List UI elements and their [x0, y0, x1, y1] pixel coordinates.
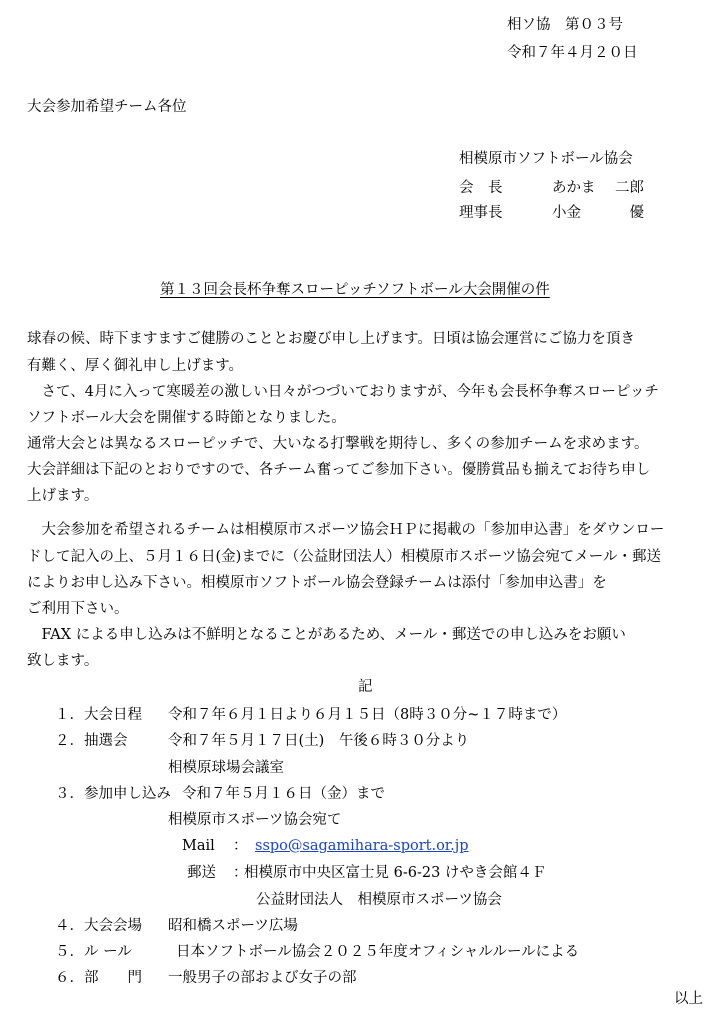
sender-organization: 相模原市ソフトボール協会 — [459, 151, 633, 167]
document-date: 令和７年４月２０日 — [507, 45, 638, 61]
item-value: 令和７年５月１６日（金）まで — [182, 786, 385, 802]
item-label: １．大会日程 — [55, 707, 142, 723]
item-value: 令和７年６月１日より６月１５日（8時３０分~１７時まで） — [168, 707, 567, 723]
director-name-family: 優 — [629, 205, 644, 221]
body-line: 通常大会とは異なるスローピッチで、大いなる打撃戦を期待し、多くの参加チームを求めます。 — [27, 436, 649, 452]
closing-mark: 以上 — [674, 991, 703, 1007]
president-name-given: あかま — [552, 180, 596, 196]
body-line: によりお申し込み下さい。相模原市ソフトボール協会登録チームは添付「参加申込書」を — [27, 575, 607, 591]
director-name-given: 小金 — [552, 205, 581, 221]
mail-separator: ： — [233, 838, 248, 854]
mail-label: Mail — [182, 838, 215, 854]
body-line: 有難く、厚く御礼申し上げます。 — [27, 358, 244, 374]
director-role: 理事長 — [459, 205, 503, 221]
president-name — [552, 181, 644, 196]
post-address: 相模原市中央区富士見 6-6-23 けやき会館４Ｆ — [244, 865, 547, 881]
item-value: 昭和橋スポーツ広場 — [168, 918, 298, 934]
item-value: 令和７年５月１７日(土) 午後６時３０分より — [168, 733, 470, 749]
item-value: 一般男子の部および女子の部 — [168, 970, 357, 986]
body-line: 球春の候、時下ますますご健勝のこととお慶び申し上げます。日頃は協会運営にご協力を頂き — [27, 331, 635, 347]
body-line: ソフトボール大会を開催する時節となりました。 — [27, 410, 346, 426]
body-line: 大会参加を希望されるチームは相模原市スポーツ協会ＨＰに掲載の「参加申込書」をダウンロー — [27, 522, 665, 538]
body-line: ご利用下さい。 — [27, 601, 129, 617]
item-label: ５．ル ール — [55, 944, 132, 960]
body-line: 上げます。 — [27, 488, 99, 504]
body-line: 致します。 — [27, 653, 99, 669]
president-role: 会 長 — [459, 180, 503, 196]
body-line: 大会詳細は下記のとおりですので、各チーム奮ってご参加下さい。優勝賞品も揃えてお待ち申し — [27, 462, 651, 478]
sender-director — [459, 206, 644, 221]
item-label: ４．大会会場 — [55, 918, 142, 934]
ki-heading: 記 — [358, 679, 373, 695]
director-name — [552, 206, 644, 221]
mail-address-link[interactable]: sspo@sagamihara-sport.or.jp — [255, 838, 469, 854]
item-label: ２．抽選会 — [55, 733, 128, 749]
item-value-line2: 相模原球場会議室 — [168, 760, 284, 776]
document-number: 相ソ協 第０３号 — [507, 17, 623, 33]
item-value: 日本ソフトボール協会２０２５年度オフィシャルルールによる — [176, 944, 580, 960]
item-value-line2: 相模原市スポーツ協会宛て — [168, 812, 342, 828]
president-name-family: 二郎 — [615, 180, 644, 196]
item-label: ６．部 門 — [55, 970, 142, 986]
body-line: FAX による申し込みは不鮮明となることがあるため、メール・郵送での申し込みをお願い — [27, 627, 626, 643]
post-recipient: 公益財団法人 相模原市スポーツ協会 — [256, 892, 502, 908]
addressee: 大会参加希望チーム各位 — [27, 99, 187, 115]
body-line: ドして記入の上、５月１６日(金)までに（公益財団法人）相模原市スポーツ協会宛てメール・郵送 — [27, 549, 661, 565]
sender-president — [459, 181, 644, 196]
post-label: 郵送 — [187, 865, 216, 881]
body-line: さて、4月に入って寒暖差の激しい日々がつづいておりますが、今年も会長杯争奪スローピッチ — [27, 384, 659, 400]
post-separator: ： — [233, 865, 248, 881]
item-label: ３．参加申し込み — [55, 786, 171, 802]
letter-subject: 第１３回会長杯争奪スローピッチソフトボール大会開催の件 — [160, 282, 550, 298]
